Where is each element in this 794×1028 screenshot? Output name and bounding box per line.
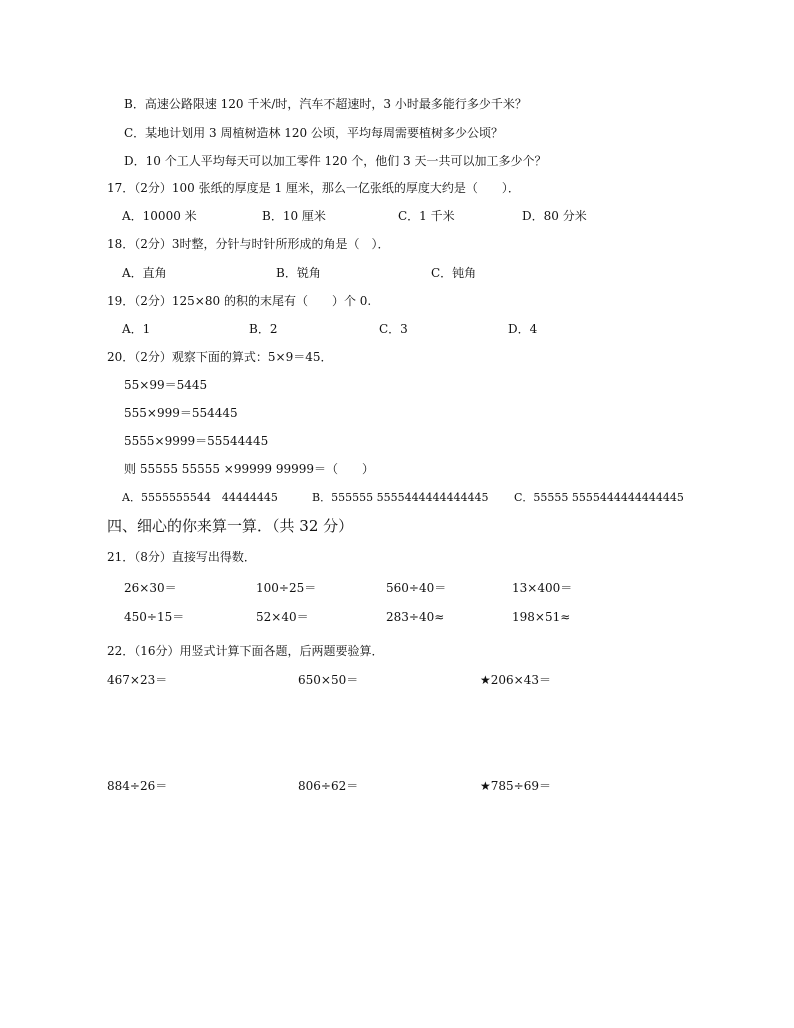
q21-stem: 21．（8分）直接写出得数． (107, 550, 256, 564)
q22-item-2: 650×50＝ (298, 673, 359, 687)
q19-stem: 19．（2分）125×80 的积的末尾有（ ）个 0. (107, 294, 372, 308)
q21-item-4: 13×400＝ (512, 581, 573, 595)
q17-option-c: C．1 千米 (398, 209, 455, 223)
q21-item-2: 100÷25＝ (256, 581, 317, 595)
q19-option-b: B．2 (249, 322, 278, 336)
q16-option-c: C．某地计划用 3 周植树造林 120 公顷，平均每周需要植树多少公顷？ (124, 126, 503, 140)
q17-option-d: D．80 分米 (522, 209, 587, 223)
q21-item-7: 283÷40≈ (386, 610, 445, 624)
q20-stem: 20．（2分）观察下面的算式：5×9＝45． (107, 350, 333, 364)
q18-option-a: A．直角 (122, 266, 167, 280)
q17-option-a: A．10000 米 (122, 209, 197, 223)
q21-item-6: 52×40＝ (256, 610, 309, 624)
q21-item-8: 198×51≈ (512, 610, 571, 624)
q21-item-3: 560÷40＝ (386, 581, 447, 595)
q19-option-a: A．1 (122, 322, 151, 336)
q22-item-5: 806÷62＝ (298, 779, 359, 793)
q20-line-2: 555×999＝554445 (124, 406, 238, 420)
q20-line-4: 则 55555 55555 ×99999 99999＝（ ） (124, 462, 375, 476)
q21-item-5: 450÷15＝ (124, 610, 185, 624)
q19-option-d: D．4 (508, 322, 538, 336)
q20-line-1: 55×99＝5445 (124, 378, 208, 392)
q22-item-6: ★785÷69＝ (480, 779, 551, 793)
q21-item-1: 26×30＝ (124, 581, 177, 595)
q22-item-1: 467×23＝ (107, 673, 168, 687)
q18-option-b: B．锐角 (276, 266, 321, 280)
q18-option-c: C．钝角 (431, 266, 477, 280)
q20-line-3: 5555×9999＝55544445 (124, 434, 269, 448)
section-4-title: 四、细心的你来算一算．（共 32 分） (107, 517, 354, 535)
q18-stem: 18．（2分）3时整，分针与时针所形成的角是（ ）． (107, 237, 390, 251)
q20-option-a: A．5555555544 44444445 (122, 491, 278, 504)
q16-option-b: B．高速公路限速 120 千米/时，汽车不超速时，3 小时最多能行多少千米？ (124, 97, 527, 111)
q19-option-c: C．3 (379, 322, 408, 336)
q20-option-b: B．555555 5555444444444445 (312, 491, 489, 504)
q22-item-3: ★206×43＝ (480, 673, 551, 687)
q16-option-d: D．10 个工人平均每天可以加工零件 120 个，他们 3 天一共可以加工多少个？ (124, 154, 547, 168)
q17-stem: 17．（2分）100 张纸的厚度是 1 厘米，那么一亿张纸的厚度大约是（ ）． (107, 181, 520, 195)
q20-option-c: C．55555 5555444444444445 (514, 491, 684, 504)
q22-item-4: 884÷26＝ (107, 779, 168, 793)
q22-stem: 22．（16分）用竖式计算下面各题，后两题要验算． (107, 644, 384, 658)
q17-option-b: B．10 厘米 (262, 209, 326, 223)
